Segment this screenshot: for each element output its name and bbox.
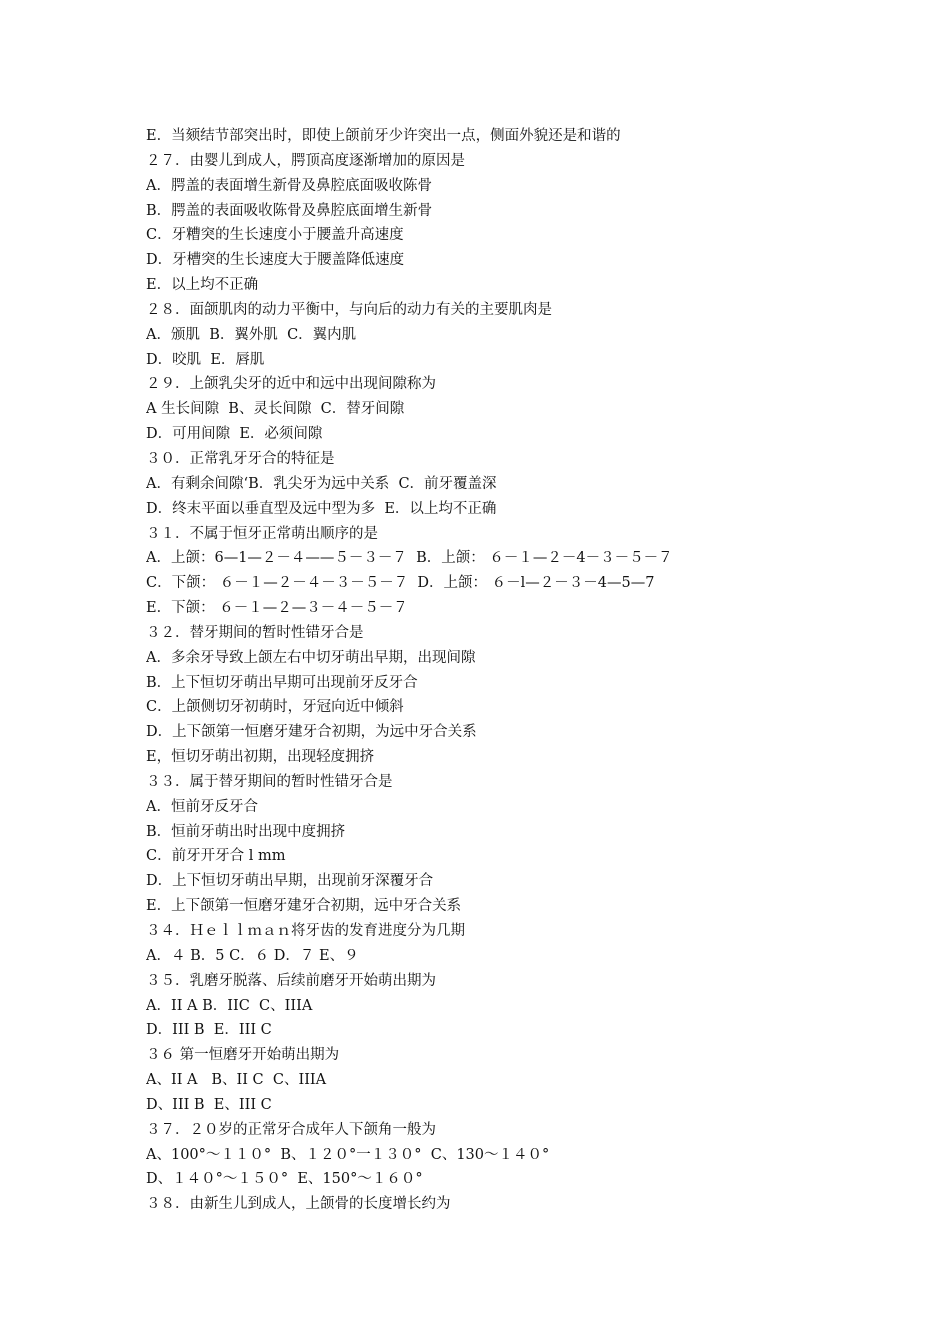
- text-line: D．咬肌 E．唇肌: [146, 351, 265, 368]
- question-38-stem: ３８．由新生儿到成人，上颌骨的长度增长约为: [146, 1196, 451, 1213]
- question-36-stem: ３６ 第一恒磨牙开始萌出期为: [146, 1047, 340, 1064]
- question-32-stem: ３２．替牙期间的暂时性错牙合是: [146, 624, 364, 641]
- text-line: A．腭盖的表面增生新骨及鼻腔底面吸收陈骨: [146, 177, 432, 194]
- text-line: D、III B E、III C: [146, 1096, 272, 1113]
- text-line: C．前牙开牙合 l mm: [146, 848, 286, 865]
- text-line: B．恒前牙萌出时出现中度拥挤: [146, 823, 346, 840]
- text-line: D．牙槽突的生长速度大于腰盖降低速度: [146, 252, 405, 269]
- text-line: A 生长间隙 B、灵长间隙 C．替牙间隙: [146, 401, 405, 418]
- text-line: E．下颌： ６－１—２—３－４－５－７: [146, 600, 408, 617]
- text-line: A、II A B、II C C、IIIA: [146, 1072, 327, 1089]
- text-line: B．上下恒切牙萌出早期可出现前牙反牙合: [146, 674, 418, 691]
- text-line: D．终末平面以垂直型及远中型为多 E．以上均不正确: [146, 500, 497, 517]
- text-line: E．以上均不正确: [146, 277, 259, 294]
- question-31-stem: ３１．不属于恒牙正常萌出顺序的是: [146, 525, 378, 542]
- text-line: E．上下颌第一恒磨牙建牙合初期，远中牙合关系: [146, 898, 462, 915]
- text-line: C．下颌： ６－１—２－４－３－５－７ D．上颌： ６－l—２－３－4—5—7: [146, 575, 655, 592]
- document-body: [146, 124, 826, 1217]
- text-line: A、100°～１１０° B、１２０°一１３０° C、130～１４０°: [146, 1146, 550, 1163]
- text-line: A．４ B．5 C．６ D．７ E、９: [146, 947, 359, 964]
- question-30-stem: ３０．正常乳牙牙合的特征是: [146, 450, 335, 467]
- text-line: A．颁肌 B．翼外肌 C．翼内肌: [146, 326, 357, 343]
- text-line: C．牙糟突的生长速度小于腰盖升高速度: [146, 227, 404, 244]
- text-line: A．恒前牙反牙合: [146, 798, 258, 815]
- text-line: A．上颌：6—1—２－４——５－３－７ B．上颌： ６－１—２－4－３－５－７: [146, 550, 673, 567]
- question-27-stem: ２７．由婴儿到成人，腭顶高度逐渐增加的原因是: [146, 152, 465, 169]
- text-line: E．当颏结节部突出时，即使上颌前牙少许突出一点，侧面外貌还是和谐的: [146, 128, 621, 144]
- text-line: D．可用间隙 E．必须间隙: [146, 426, 323, 443]
- text-line: D．III B E．III C: [146, 1022, 272, 1039]
- text-line: C．上颌侧切牙初萌时，牙冠向近中倾斜: [146, 699, 404, 716]
- question-33-stem: ３３．属于替牙期间的暂时性错牙合是: [146, 773, 393, 790]
- question-37-stem: ３７．２０岁的正常牙合成年人下颌角一般为: [146, 1121, 436, 1138]
- text-line: D、１４０°～１５０° E、150°～１６０°: [146, 1171, 423, 1188]
- question-28-stem: ２８．面颌肌肉的动力平衡中，与向后的动力有关的主要肌肉是: [146, 301, 552, 318]
- question-35-stem: ３５．乳磨牙脱落、后续前磨牙开始萌出期为: [146, 972, 436, 989]
- question-34-stem: ３４．Ｈｅｌｌｍａｎ将牙齿的发育进度分为几期: [146, 923, 465, 939]
- question-29-stem: ２９．上颌乳尖牙的近中和远中出现间隙称为: [146, 376, 436, 393]
- text-line: A．有剩余间隙‘B．乳尖牙为远中关系 C．前牙覆盖深: [146, 475, 497, 492]
- text-line: D．上下恒切牙萌出早期，出现前牙深覆牙合: [146, 873, 434, 890]
- text-line: B．腭盖的表面吸收陈骨及鼻腔底面增生新骨: [146, 202, 433, 219]
- text-line: E，恒切牙萌出初期，出现轻度拥挤: [146, 749, 375, 766]
- text-line: D．上下颌第一恒磨牙建牙合初期，为远中牙合关系: [146, 724, 477, 741]
- text-line: A．多余牙导致上颌左右中切牙萌出早期，出现间隙: [146, 649, 476, 666]
- text-line: A．II A B．IIC C、IIIA: [146, 997, 313, 1014]
